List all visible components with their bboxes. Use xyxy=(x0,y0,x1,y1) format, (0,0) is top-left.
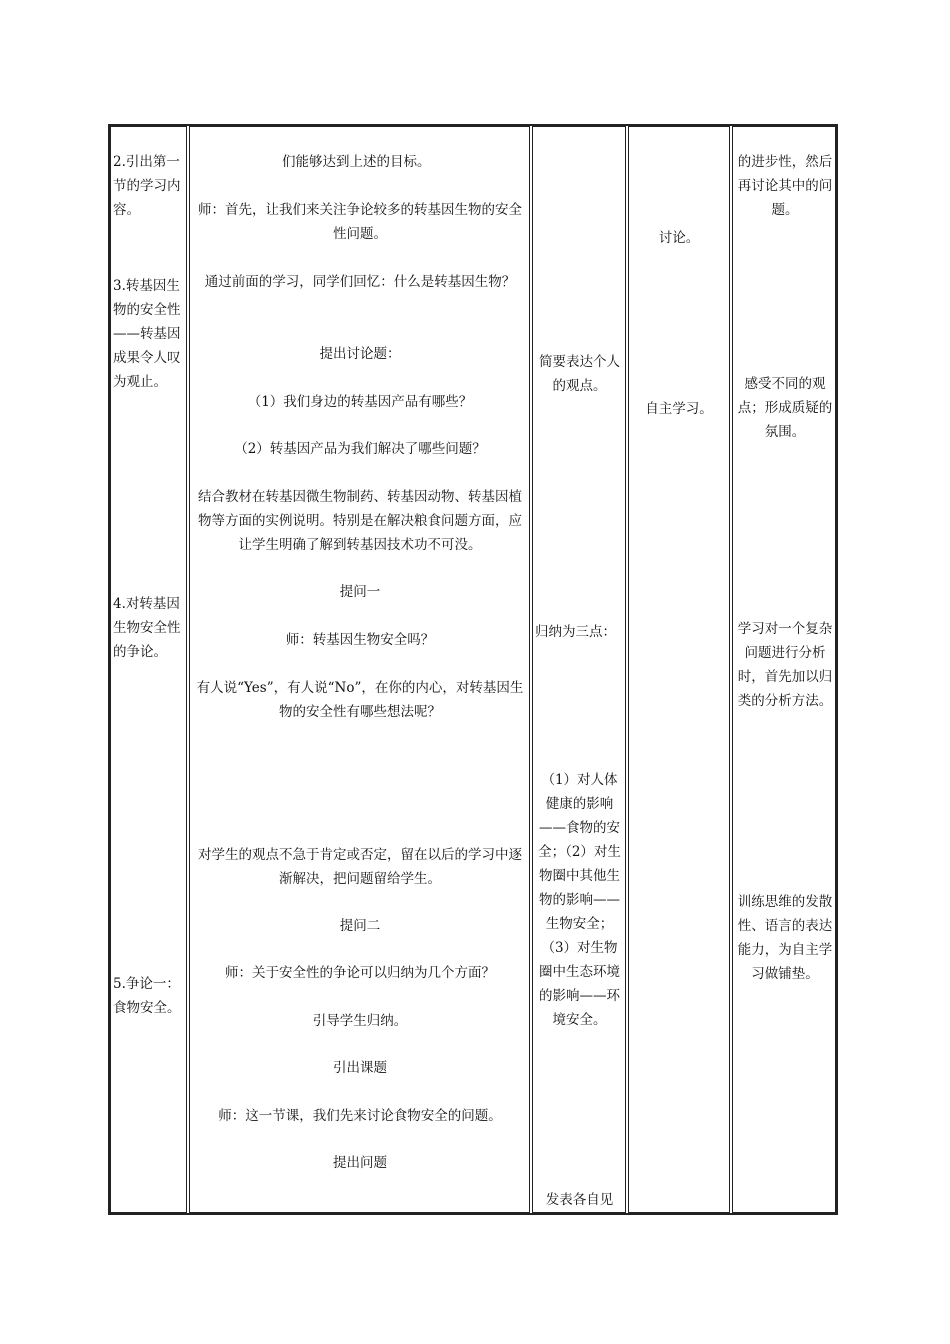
teacher-text-7: 结合教材在转基因微生物制药、转基因动物、转基因植物等方面的实例说明。特别是在解决粮食问题方面，应让学生明确了解到转基因技术功不可没。 xyxy=(198,489,522,553)
teacher-text-17: 提出问题 xyxy=(333,1155,387,1171)
student-text-1: 简要表达个人的观点。 xyxy=(539,354,620,394)
student-text-4: 发表各自见 xyxy=(545,1192,614,1208)
teacher-text-9: 师：转基因生物安全吗？ xyxy=(285,632,435,648)
teacher-text-14: 引导学生归纳。 xyxy=(312,1013,408,1029)
teacher-text-3: 通过前面的学习，同学们回忆：什么是转基因生物？ xyxy=(204,274,516,290)
intent-text-1: 的进步性，然后再讨论其中的问题。 xyxy=(737,154,833,218)
student-text-3: （1）对人体健康的影响——食物的安全；（2）对生物圈中其他生物的影响——生物安全；（3）对生物圈中生态环境的影响——环境安全。 xyxy=(538,772,621,1028)
teacher-text-2: 师：首先，让我们来关注争论较多的转基因生物的安全性问题。 xyxy=(198,202,522,242)
intent-text-3: 学习对一个复杂问题进行分析时，首先加以归类的分析方法。 xyxy=(737,621,833,709)
teacher-text-5: （1）我们身边的转基因产品有哪些？ xyxy=(247,394,473,410)
teacher-text-8: 提问一 xyxy=(339,584,381,600)
stage-item-5: 5.争论一：食物安全。 xyxy=(113,976,181,1016)
student-text-2: 归纳为三点： xyxy=(535,624,616,640)
stage-item-2: 2.引出第一节的学习内容。 xyxy=(113,154,181,218)
method-text-2: 自主学习。 xyxy=(645,401,713,417)
teacher-text-12: 提问二 xyxy=(339,918,381,934)
teacher-text-11: 对学生的观点不急于肯定或否定，留在以后的学习中逐渐解决，把问题留给学生。 xyxy=(198,847,522,887)
table-column-method xyxy=(628,126,730,1213)
teacher-text-6: （2）转基因产品为我们解决了哪些问题？ xyxy=(234,441,486,457)
intent-text-2: 感受不同的观点；形成质疑的氛围。 xyxy=(737,376,833,440)
table-column-student-activity xyxy=(532,126,626,1213)
teacher-text-4: 提出讨论题： xyxy=(319,346,401,362)
teacher-text-16: 师：这一节课，我们先来讨论食物安全的问题。 xyxy=(218,1108,502,1124)
teacher-text-10: 有人说“Yes”，有人说“No”，在你的内心，对转基因生物的安全性有哪些想法呢？ xyxy=(196,680,524,720)
stage-item-4: 4.对转基因生物安全性的争论。 xyxy=(113,596,181,660)
stage-item-3: 3.转基因生物的安全性——转基因成果令人叹为观止。 xyxy=(113,278,181,390)
teacher-text-13: 师：关于安全性的争论可以归纳为几个方面？ xyxy=(225,965,495,981)
intent-text-4: 训练思维的发散性、语言的表达能力，为自主学习做铺垫。 xyxy=(737,894,833,982)
method-text-1: 讨论。 xyxy=(658,230,700,246)
teacher-text-15: 引出课题 xyxy=(333,1060,387,1076)
teacher-text-1: 们能够达到上述的目标。 xyxy=(282,154,431,170)
